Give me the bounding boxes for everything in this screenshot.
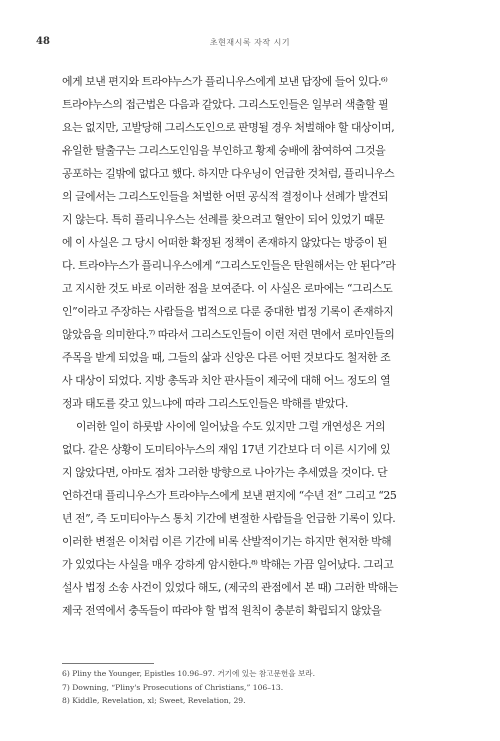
body-line: 유일한 탈출구는 그리스도인임을 부인하고 황제 숭배에 참여하여 그것을 [62, 144, 386, 157]
body-line: 사 대상이 되었다. 지방 총독과 치안 판사들이 제국에 대해 어느 정도의 열 [62, 374, 391, 387]
body-line: 정과 태도를 갖고 있느냐에 따라 그리스도인들은 박해를 받았다. [62, 397, 348, 410]
body-line: 에게 보낸 편지와 트라야누스가 플리니우스에게 보낸 답장에 들어 있다.⁶⁾ [62, 75, 388, 88]
body-line: 다. 트라야누스가 플리니우스에게 “그리스도인들은 탄원해서는 안 된다”라 [62, 259, 396, 272]
body-text [62, 70, 446, 622]
paragraph-1 [62, 70, 446, 415]
body-line: 요는 없지만, 고발당해 그리스도인으로 판명될 경우 처벌해야 할 대상이며, [62, 121, 395, 134]
body-line: 이러한 일이 하룻밤 사이에 일어났을 수도 있지만 그럴 개연성은 거의 [76, 420, 386, 433]
body-line: 년 전”, 즉 도미티아누스 통치 기간에 변절한 사람들을 언급한 기록이 있다. [62, 512, 396, 525]
body-line: 의 글에서는 그리스도인들을 처벌한 어떤 공식적 결정이나 선례가 발견되 [62, 190, 389, 203]
body-line: 설사 법정 소송 사건이 있었다 해도, (제국의 관점에서 본 때) 그러한 박해는 [62, 581, 398, 594]
footnote: 7) Downing, “Pliny's Prosecutions of Christians,” 106–13. [62, 682, 284, 692]
body-line: 에 이 사실은 그 당시 어떠한 확정된 정책이 존재하지 않았다는 방증이 된 [62, 236, 388, 249]
body-line: 주목을 받게 되었을 때, 그들의 삶과 신앙은 다른 어떤 것보다도 철저한 조 [62, 351, 391, 364]
body-line: 않았음을 의미한다.⁷⁾ 따라서 그리스도인들이 이런 저런 면에서 로마인들의 [62, 328, 395, 341]
body-line: 인”이라고 주장하는 사람들을 법적으로 다룬 중대한 법정 기록이 존재하지 [62, 305, 394, 318]
body-line: 지 않는다. 특히 플리니우스는 선례를 찾으려고 혈안이 되어 있었기 때문 [62, 213, 385, 226]
footnote: 6) Pliny the Younger, Epistles 10.96–97. 거기에 있는 참고문헌을 보라. [62, 669, 316, 678]
page-header [36, 36, 464, 50]
footnotes [62, 667, 446, 708]
paragraph-2 [62, 415, 446, 622]
body-line: 없다. 같은 상황이 도미티아누스의 재임 17년 기간보다 더 이른 시기에 있 [62, 443, 391, 456]
body-line: 이러한 변절은 이처럼 이른 기간에 비록 산발적이기는 하지만 현저한 박해 [62, 535, 392, 548]
body-line: 트라야누스의 접근법은 다음과 같았다. 그리스도인들은 일부러 색출할 필 [62, 98, 389, 111]
body-line: 공포하는 길밖에 없다고 했다. 하지만 다우닝이 언급한 것처럼, 플리니우스 [62, 167, 395, 180]
running-head: 초현재시록 자작 시기 [209, 38, 291, 47]
body-line: 제국 전역에서 충독들이 따라야 할 법적 원칙이 충분히 확립되지 않았을 [62, 604, 382, 617]
footnote: 8) Kiddle, Revelation, xl; Sweet, Revelation, 29. [62, 696, 246, 705]
page-number: 48 [36, 36, 50, 47]
body-line: 가 있었다는 사실을 매우 강하게 암시한다.⁸⁾ 박해는 가끔 일어났다. 그리고 [62, 558, 394, 571]
body-line: 지 않았다면, 아마도 점차 그러한 방향으로 나아가는 추세였을 것이다. 단 [62, 466, 388, 479]
footnote-divider [62, 663, 154, 664]
body-line: 언하건대 플리니우스가 트라야누스에게 보낸 편지에 “수년 전” 그리고 “25 [62, 489, 397, 502]
body-line: 고 지시한 것도 바로 이러한 점을 보여준다. 이 사실은 로마에는 “그리스도 [62, 282, 393, 295]
